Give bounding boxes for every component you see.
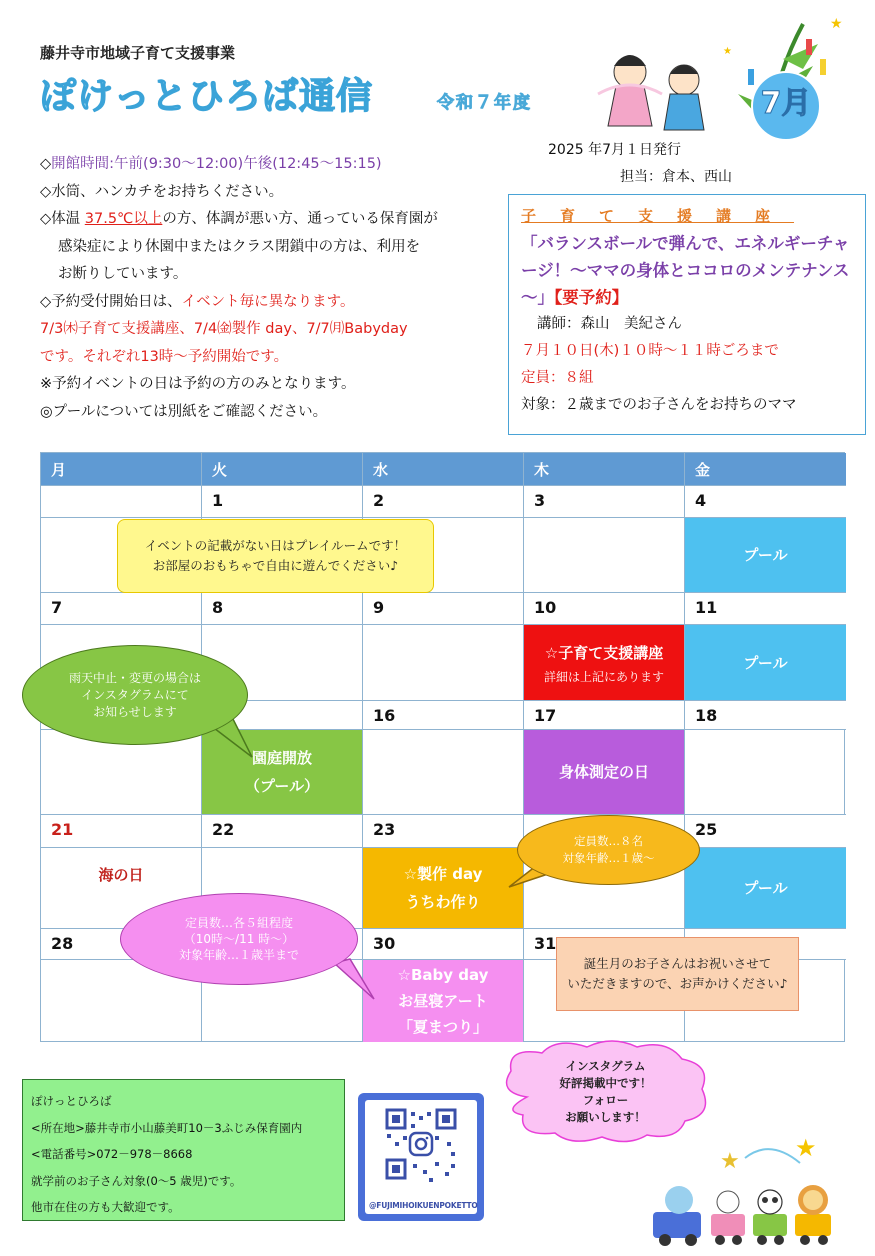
rain-notice-line: 雨天中止・変更の場合は bbox=[68, 670, 201, 685]
day-number: 30 bbox=[363, 929, 524, 960]
holiday-umi-no-hi: 海の日 bbox=[41, 848, 202, 929]
animal-train-illustration bbox=[635, 1128, 840, 1248]
event-pool: プール bbox=[685, 625, 846, 701]
newsletter-title: ぽけっとひろば通信 bbox=[40, 76, 374, 117]
event-baby-sub: お昼寝アート bbox=[398, 992, 488, 1010]
issue-date: 2025 年7月１日発行 bbox=[548, 142, 681, 158]
lecture-title: 「バランスボールで弾んで、エネルギーチャージ！～ママの身体とココロのメンテナンス～」【要予約】 bbox=[521, 234, 850, 307]
reserve-only-note: ※予約イベントの日は予約の方のみとなります。 bbox=[40, 376, 356, 392]
event-lecture bbox=[524, 625, 685, 701]
weekday-tue: 火 bbox=[202, 453, 363, 486]
playroom-note bbox=[117, 519, 434, 593]
closure-rule-2: お断りしています。 bbox=[58, 266, 188, 282]
day-number: 2 bbox=[363, 486, 524, 518]
lecture-capacity: 定員：８組 bbox=[521, 370, 594, 386]
day-number-holiday: 21 bbox=[41, 815, 202, 848]
birthday-note-line: いただきますので、お声かけください♪ bbox=[567, 976, 788, 991]
instagram-line: 好評掲載中です！ bbox=[559, 1076, 652, 1090]
temperature-rule: ◇体温 37.5℃以上の方、体調が悪い方、通っている保育園が bbox=[40, 211, 438, 227]
opening-hours: ◇開館時間:午前(9:30～12:00)午後(12:45～15:15) bbox=[40, 156, 382, 172]
day-number: 25 bbox=[685, 815, 846, 848]
event-garden-sub: （プール） bbox=[244, 777, 320, 795]
baby-capacity-line: （10時～/11 時～） bbox=[183, 932, 295, 946]
playroom-note-line: イベントの記載がない日はプレイルームです！ bbox=[144, 538, 407, 553]
organization-name: 藤井寺市地域子育て支援事業 bbox=[40, 44, 236, 62]
event-craft-sub: うちわ作り bbox=[405, 893, 481, 911]
event-craft-title: ☆製作 day bbox=[403, 865, 483, 883]
day-number: 3 bbox=[524, 486, 685, 518]
weekday-fri: 金 bbox=[685, 453, 846, 486]
lecture-instructor: 講師：森山 美紀さん bbox=[537, 316, 682, 332]
event-garden-title: 園庭開放 bbox=[251, 749, 312, 767]
event-pool: プール bbox=[685, 848, 846, 929]
facility-welcome: 他市在住の方も大歓迎です。 bbox=[31, 1200, 180, 1214]
weekday-thu: 木 bbox=[524, 453, 685, 486]
craft-capacity-line: 対象年齢…１歳～ bbox=[562, 851, 655, 865]
rain-notice-line: インスタグラムにて bbox=[81, 687, 189, 702]
birthday-note bbox=[556, 937, 799, 1011]
weekday-mon: 月 bbox=[41, 453, 202, 486]
day-number: 16 bbox=[363, 701, 524, 730]
day-cell bbox=[524, 518, 685, 593]
qr-code-icon bbox=[365, 1100, 477, 1196]
day-cell bbox=[363, 730, 524, 815]
event-lecture-title: ☆子育て支援講座 bbox=[544, 643, 664, 662]
day-number: 22 bbox=[202, 815, 363, 848]
facility-name: ぽけっとひろば bbox=[31, 1094, 112, 1108]
day-number: 10 bbox=[524, 593, 685, 625]
event-dates-1: 7/3㈭子育て支援講座、7/4㈮製作 day、7/7㈪Babyday bbox=[40, 321, 408, 337]
lecture-time: ７月１０日(木)１０時～１１時ごろまで bbox=[521, 343, 779, 359]
event-baby-title: ☆Baby day bbox=[397, 966, 489, 984]
day-number: 28 bbox=[41, 929, 202, 960]
day-number: 9 bbox=[363, 593, 524, 625]
birthday-note-line: 誕生月のお子さんはお祝いさせて bbox=[583, 956, 772, 971]
svg-text:★: ★ bbox=[723, 46, 732, 57]
instagram-line: お願いします！ bbox=[565, 1110, 646, 1124]
day-empty bbox=[41, 486, 202, 518]
craft-capacity-line: 定員数…８名 bbox=[574, 834, 643, 848]
event-lecture-sub: 詳細は上記にあります bbox=[543, 669, 664, 684]
event-baby-day bbox=[363, 960, 524, 1042]
day-number: 4 bbox=[685, 486, 846, 518]
weekday-wed: 水 bbox=[363, 453, 524, 486]
reservation-start: ◇予約受付開始日は、イベント毎に異なります。 bbox=[40, 293, 355, 310]
baby-capacity-line: 定員数…各５組程度 bbox=[184, 916, 293, 930]
day-number: 1 bbox=[202, 486, 363, 518]
lecture-heading: 子育て支援講座 bbox=[521, 207, 795, 225]
event-baby-theme: 「夏まつり」 bbox=[397, 1018, 488, 1036]
staff-in-charge: 担当：倉本、西山 bbox=[620, 169, 732, 185]
instagram-line: インスタグラム bbox=[565, 1059, 646, 1073]
day-number: 11 bbox=[685, 593, 846, 625]
facility-phone: <電話番号>072－978－8668 bbox=[31, 1147, 193, 1161]
month-badge: 7月 bbox=[760, 86, 812, 121]
facility-address: <所在地>藤井寺市小山藤美町10－3ふじみ保育園内 bbox=[31, 1120, 303, 1135]
day-number: 7 bbox=[41, 593, 202, 625]
closure-rule-1: 感染症により休園中またはクラス閉鎖中の方は、利用を bbox=[58, 238, 421, 255]
day-number: 18 bbox=[685, 701, 846, 730]
svg-text:★: ★ bbox=[795, 1134, 817, 1162]
instagram-handle: @FUJIMIHOIKUENPOKETTO bbox=[369, 1201, 478, 1210]
day-number: 23 bbox=[363, 815, 524, 848]
pool-note: ◎プールについては別紙をご確認ください。 bbox=[40, 403, 328, 420]
info-list bbox=[40, 151, 495, 426]
instagram-qr-card[interactable] bbox=[358, 1093, 484, 1221]
day-number: 31 bbox=[524, 929, 685, 960]
rain-notice-line: お知らせします bbox=[93, 704, 177, 719]
day-number: 17 bbox=[524, 701, 685, 730]
contact-box bbox=[22, 1079, 345, 1221]
craft-capacity-bubble bbox=[517, 815, 700, 885]
event-measurement: 身体測定の日 bbox=[524, 730, 685, 815]
baby-capacity-bubble bbox=[120, 893, 358, 985]
baby-capacity-line: 対象年齢…１歳半まで bbox=[178, 948, 299, 962]
event-pool: プール bbox=[685, 518, 846, 593]
svg-text:★: ★ bbox=[720, 1149, 740, 1174]
rain-notice-bubble bbox=[22, 645, 248, 745]
playroom-note-line: お部屋のおもちゃで自由に遊んでください♪ bbox=[152, 558, 399, 573]
era-label: 令和７年度 bbox=[437, 93, 532, 113]
day-cell bbox=[685, 730, 846, 815]
lecture-target: 対象：２歳までのお子さんをお持ちのママ bbox=[521, 397, 797, 413]
svg-text:★: ★ bbox=[830, 16, 843, 32]
facility-target: 就学前のお子さん対象(0～5 歳児)です。 bbox=[31, 1173, 242, 1188]
day-number: 8 bbox=[202, 593, 363, 625]
event-dates-2: です。それぞれ13時～予約開始です。 bbox=[40, 348, 289, 365]
instagram-line: フォロー bbox=[582, 1093, 629, 1107]
bring-items: ◇水筒、ハンカチをお持ちください。 bbox=[40, 183, 284, 200]
event-craft-day bbox=[363, 848, 524, 929]
lecture-box bbox=[508, 194, 866, 435]
day-cell bbox=[363, 625, 524, 701]
